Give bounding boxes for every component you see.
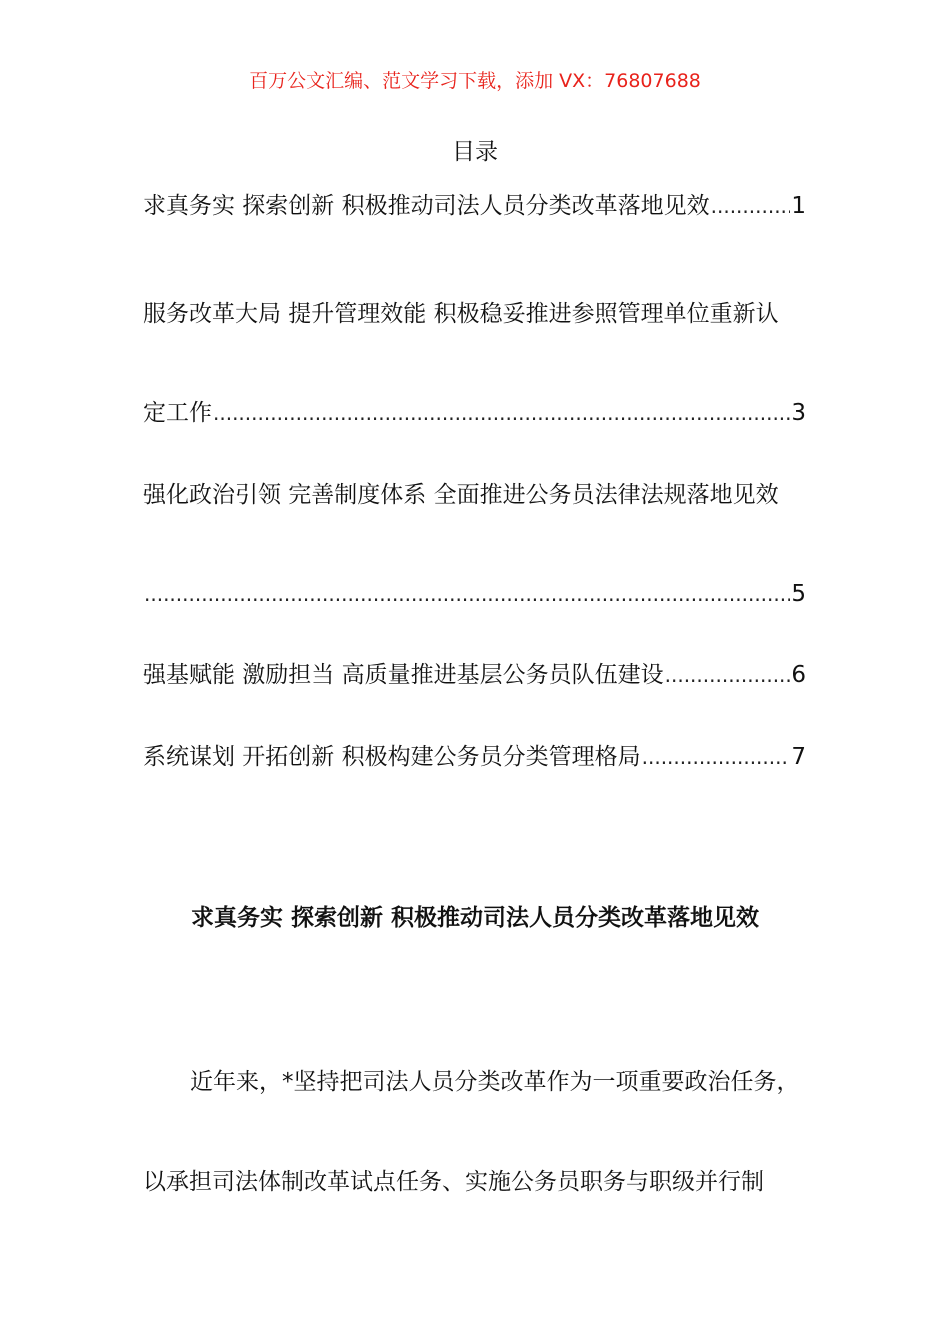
section-heading: 求真务实 探索创新 积极推动司法人员分类改革落地见效: [190, 905, 759, 931]
toc-page-number: 6: [791, 662, 806, 688]
toc-dot-leader: [711, 188, 791, 224]
toc-page-number: 3: [791, 400, 806, 426]
toc-entry-2-line-1[interactable]: [143, 296, 806, 332]
toc-dot-leader: [144, 576, 790, 612]
toc-entry-text: 强化政治引领 完善制度体系 全面推进公务员法律法规落地见效: [143, 482, 779, 508]
toc-entry-text: 服务改革大局 提升管理效能 积极稳妥推进参照管理单位重新认: [143, 301, 779, 327]
toc-entry-text: 系统谋划 开拓创新 积极构建公务员分类管理格局: [143, 744, 641, 770]
toc-entry-3[interactable]: [143, 576, 806, 612]
toc-page-number: 1: [791, 193, 806, 219]
toc-dot-leader: [213, 395, 790, 431]
toc-dot-leader: [642, 739, 791, 775]
toc-entry-2[interactable]: [143, 395, 806, 431]
toc-entry-5[interactable]: [143, 739, 806, 775]
toc-page-number: 5: [791, 581, 806, 607]
toc-title: 目录: [452, 139, 498, 165]
toc-dot-leader: [665, 657, 791, 693]
header-note: 百万公文汇编、范文学习下载，添加 VX：76807688: [249, 70, 701, 92]
toc-entry-text: 强基赋能 激励担当 高质量推进基层公务员队伍建设: [143, 662, 664, 688]
toc-entry-4[interactable]: [143, 657, 806, 693]
toc-entry-text: 求真务实 探索创新 积极推动司法人员分类改革落地见效: [143, 193, 710, 219]
paragraph-line: 近年来，*坚持把司法人员分类改革作为一项重要政治任务，: [190, 1069, 800, 1095]
toc-entry-1[interactable]: [143, 188, 806, 224]
paragraph-line: 以承担司法体制改革试点任务、实施公务员职务与职级并行制: [143, 1169, 764, 1195]
toc-entry-3-line-1[interactable]: [143, 477, 806, 513]
toc-entry-text: 定工作: [143, 400, 212, 426]
toc-page-number: 7: [791, 744, 806, 770]
